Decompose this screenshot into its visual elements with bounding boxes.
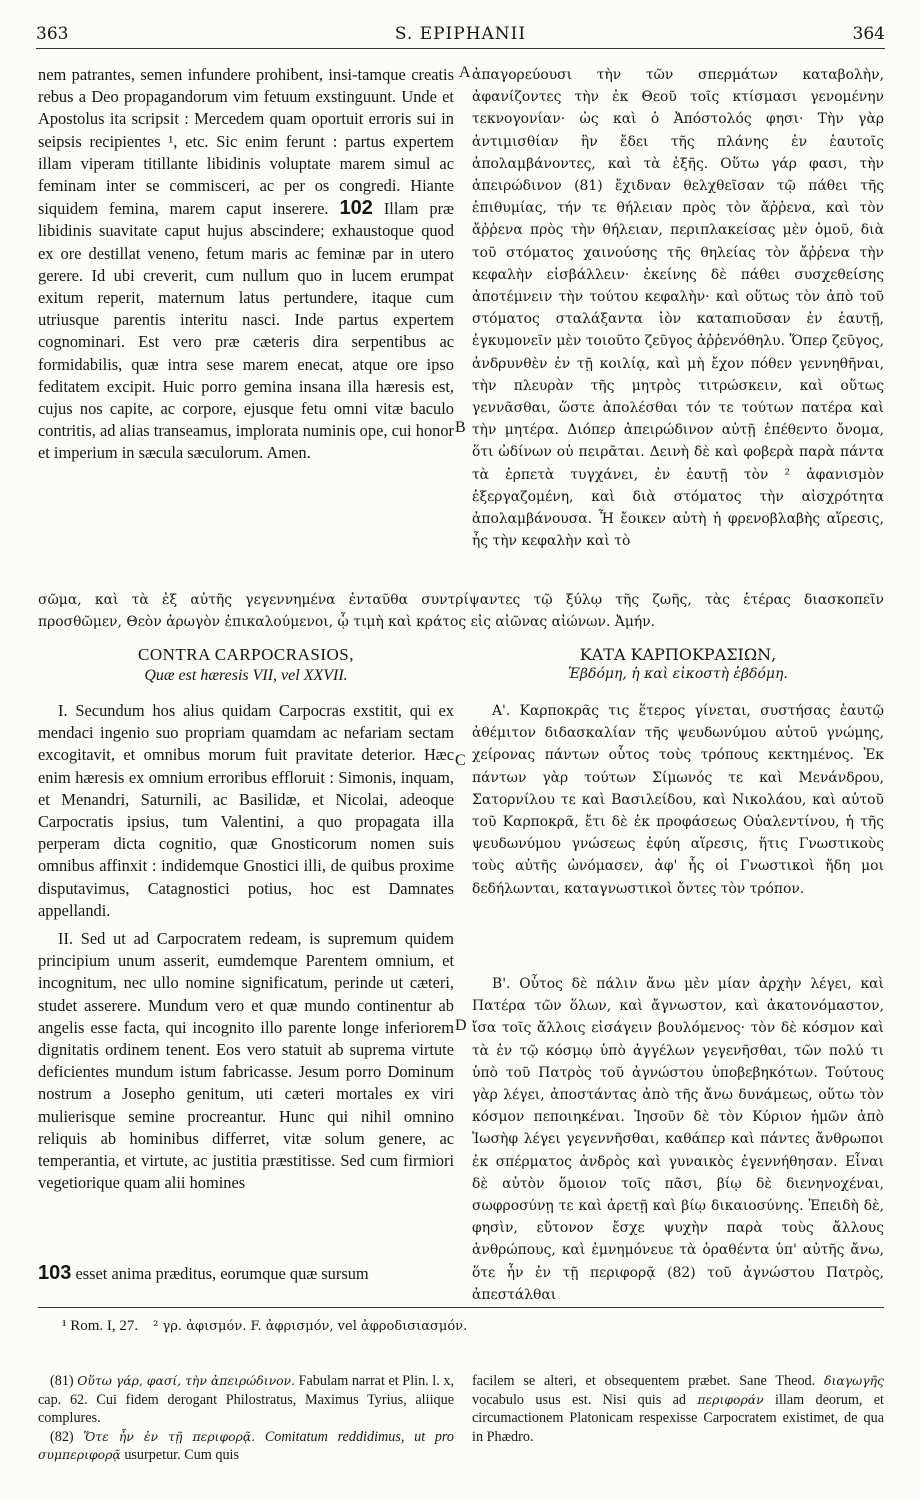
note-number: (82) (50, 1428, 74, 1445)
greek-column-section1 (472, 64, 884, 552)
heading-title: ΚΑΤΑ ΚΑΡΠΟΚΡΑΣΙΩΝ, (579, 645, 777, 664)
note-82-continued (472, 1372, 884, 1446)
latin-paragraph: I. Secundum hos alius quidam Carpocras exstitit, qui ex mendaci ingenio suo propriam quamdam ac nefariam sectam excogitavit, et omnibus morum fuit pravitate deterior. Hæc enim hæresis ex omnium erroribus effloruit : Simonis, inquam, et Menandri, Saturnili, ac Basilidæ, et Nicolai, adeoque Carpocratis ipsius, tum Valentini, a quo propagata illa perperam dicta cognitio, quæ Gnosticorum nomen suis omnibus affinxit : indidemque Gnostici illi, de quibus proxime disputavimus, Catagnostici potius, hoc est Damnates appellandi. (38, 701, 454, 920)
section-heading-greek (472, 645, 884, 682)
latin-text: II. Sed ut ad Carpocratem redeam, is supremum quidem principium unum asserit, eumdemque Parentem omnium, et incognitum, nec ullo nomine significatum, perinde ut cæteri, studet asserere. Mundum vero et quæ mundo continentur ab angelis esse facta, qui incognito illo parente longe inferiorem dignitatis ordinem tenent. Eos vero statuit ab suprema virtute deficientes mundum istum fabricasse. Jesum porro Dominum nostrum a Josepho genitum, uti cæteri mortales ex viri mulierisque semine procreantur. Hunc qui nihil omnino reliquis ab hominibus differret, vitæ solum genere, ac temperantia, et virtute, ac justitia præstitisse. Sed cum firmiori vegetiorique quam alii homines (38, 929, 454, 1193)
latin-paragraph (38, 64, 454, 465)
latin-paragraph (38, 928, 454, 1194)
heading-title: CONTRA CARPOCRASIOS, (138, 645, 354, 664)
footnote-ref: ² γρ. ἀφισμόν. F. ἀφρισμόν, vel ἀφροδισιασμόν. (153, 1319, 468, 1334)
greek-paragraph: ἀπαγορεύουσι τὴν τῶν σπερμάτων καταβολὴν, ἀφανίζοντες τὴν ἐκ Θεοῦ τοῖς κτίσμασι γενομένην τεκνογονίαν· ὡς καὶ ὁ Ἀπόστολός φησι· Τὴν γὰρ ἀντιμισθίαν ἣν ἔδει τῆς πλάνης ἐν ἑαυτοῖς ἀπολαμβάνοντες, καὶ τὰ ἑξῆς. Οὕτω γάρ φασι, τὴν ἀπειρώδινον (81) ἔχιδναν θελχθεῖσαν τῷ πάθει τῆς ἐπιθυμίας, τήν τε θήλειαν πρὸς τὸν ἄῤῥενα, καὶ τὸν ἄῤῥενα πρὸς τὴν θήλειαν, περιπλακείσας μὲν ὁμοῦ, διὰ τοῦ στόματος χαινούσης τῆς θηλείας τὸν ἄῤῥενα τὴν κεφαλὴν εἰσβάλλειν· ἐκείνης δὲ πάθει συσχεθείσης ἀποτέμνειν τὴν τούτου κεφαλὴν· καὶ οὕτως τὸν ἀπὸ τοῦ στόματος σταλάξαντα ἰὸν καταπιοῦσαν ἐν ἑαυτῇ, ἐγκυμονεῖν μὲν τοιοῦτο ζεῦγος ἀῤῥενόθηλυ. Ὅπερ ζεῦγος, ἀνδρυνθὲν ἐν τῇ κοιλίᾳ, καὶ μὴ ἔχον πόθεν γεννηθῆναι, τὴν πλευρὰν τῆς μητρὸς τιτρώσκειν, καὶ οὕτως γεννᾶσθαι, ὥστε ἀπολέσθαι τόν τε τούτων πατέρα καὶ τὴν μητέρα. Διόπερ ἀπειρώδινον αὐτῇ ἐπέθεντο ὄνομα, ὅτι ὠδίνων οὐ πειρᾶται. Δεινὴ δὲ καὶ φοβερὰ παρὰ πάντα τὰ ἑρπετὰ τυγχάνει, ἐν ἑαυτῇ τὸν ² ἀφανισμὸν ἐξεργαζομένη, καὶ διὰ στόματος τὴν αἰσχρότητα ἀπολαμβάνουσα. Ἦ ἔοικεν αὐτὴ ἡ φρενοβλαβὴς αἵρεσις, ἧς τὴν κεφαλὴν καὶ τὸ (472, 67, 884, 550)
note-text: illam deorum, et circumactionem Platonicam respexisse Carpocratem existimet, de qua in Phædro. (472, 1391, 884, 1445)
note-lemma: Ὅτε ἦν ἐν τῇ περιφορᾷ. (83, 1428, 256, 1444)
greek-paragraph: Β'. Οὗτος δὲ πάλιν ἄνω μὲν μίαν ἀρχὴν λέγει, καὶ Πατέρα τῶν ὅλων, καὶ ἄγνωστον, καὶ ἀκατονόμαστον, ἴσα τοῖς ἄλλοις εἰσάγειν βουλόμενος· τὸν δὲ κόσμον καὶ τὰ ἐν τῷ κόσμῳ ὑπὸ ἀγγέλων γεγενῆσθαι, τῶν πολύ τι ὑπὸ τοῦ Πατρὸς τοῦ ἀγνώστου ὑποβεβηκότων. Τούτους γὰρ λέγει, ἀποστάντας ἀπὸ τῆς ἄνω δυνάμεως, οὕτω τὸν κόσμον πεποιηκέναι. Ἰησοῦν δὲ τὸν Κύριον ἡμῶν ἀπὸ Ἰωσὴφ λέγει γεγεννῆσθαι, καθάπερ καὶ πάντες ἄνθρωποι ἐκ σπέρματος ἀνδρὸς καὶ γυναικὸς ἐγεννήθησαν. Εἶναι δὲ αὐτὸν ὅμοιον τοῖς πᾶσι, βίῳ δὲ διενηνοχέναι, σωφροσύνῃ τε καὶ ἀρετῇ καὶ βίῳ δικαιοσύνης. Ἐπειδὴ δὲ, φησὶν, εὔτονον ἔσχε ψυχὴν παρὰ τοὺς ἄλλους ἀνθρώπους, καὶ ἐμνημόνευε τὰ ὁραθέντα ὑπ' αὐτῆς ἄνω, ὅτε ἦν ἐν τῇ περιφορᾷ (82) τοῦ ἀγνώστου Πατρὸς, ἀπεστάλθαι (472, 976, 884, 1303)
section-marker-a: A (459, 64, 471, 81)
marginal-number-103: 103 (38, 1262, 72, 1284)
section-marker-d: D (455, 1017, 467, 1034)
greek-paragraph: Α'. Καρποκρᾶς τις ἕτερος γίνεται, συστήσας ἑαυτῷ ἀθέμιτον διδασκαλίαν τῆς ψευδωνύμου αὐτοῦ γνώμης, χείρονας πάντων οὗτος τοὺς τρόπους κεκτημένος. Ἐκ πάντων γὰρ τούτων Σίμωνός τε καὶ Μενάνδρου, Σατορνίλου τε καὶ Βασιλείδου, καὶ Νικολάου, καὶ αὐτοῦ τοῦ Καρποκρᾶ, ἔτι δὲ ἐκ προφάσεως Οὐαλεντίνου, ἡ τῆς ψευδωνύμου γνώσεως ἐφύη αἵρεσις, ἥτις Γνωστικοὺς τοὺς αὐτῆς ὠνόμασεν, ἀφ' ἧς οἱ Γνωστικοὶ ἤδη μοι δεδήλωνται, καταγνωστικοὶ ὄντες τὸν τρόπον. (472, 703, 884, 897)
greek-fullwidth-line: προσθῶμεν, Θεὸν ἀρωγὸν ἐπικαλούμενοι, ᾧ τιμὴ καὶ κράτος εἰς αἰῶνας αἰώνων. Ἀμήν. (38, 614, 656, 630)
marginal-number-102: 102 (339, 197, 373, 220)
greek-column-section2 (472, 700, 884, 900)
latin-column-section2 (38, 700, 454, 1194)
notes-right (472, 1372, 884, 1446)
note-lemma: Οὕτω γάρ, φασί, τὴν ἀπειρώδινον. (77, 1373, 296, 1388)
footnote-line (62, 1318, 467, 1335)
section-marker-c: C (455, 752, 466, 769)
page-number-left: 363 (36, 24, 69, 44)
note-text: Comitatum reddidimus, ut pro (264, 1428, 455, 1445)
note-text: facilem se alteri, et obsequentem præbet. Sane Theod. (472, 1373, 816, 1389)
greek-column-section2b (472, 973, 884, 1306)
page-number-right: 364 (852, 24, 885, 44)
latin-last-line (38, 1262, 454, 1285)
note-greek-word: συμπεριφορᾷ (38, 1447, 121, 1463)
greek-fullwidth-line: σῶμα, καὶ τὰ ἐξ αὐτῆς γεγεννημένα ἐνταῦθα συντρίψαντες τῷ ξύλῳ τῆς ζωῆς, τὰς ἑτέρας διασκοπεῖν (38, 592, 884, 608)
footnote-ref: ¹ Rom. I, 27. (62, 1318, 139, 1334)
latin-column-section1 (38, 64, 454, 465)
note-text: usurpetur. Cum quis (124, 1447, 239, 1464)
note-greek-word: περιφοράν (697, 1391, 764, 1407)
heading-subtitle: Ἑβδόμη, ἡ καὶ εἰκοστὴ ἑβδόμη. (568, 666, 788, 682)
latin-text: esset anima præditus, eorumque quæ sursum (75, 1264, 369, 1283)
section-marker-b: B (455, 419, 466, 436)
latin-text: nem patrantes, semen infundere prohibent, insi-tamque creatis rebus a Deo propagandorum vim fetuum exstinguunt. Unde et Apostolus ita scripsit : Mercedem quam oportuit erroris sui in seipsis recipientes ¹, etc. Sic enim ferunt : partus expertem illam viperam titillante libidinis voluptate marem simul ac feminam inter se commisceri, ac per os congredi. Hiante siquidem femina, marem caput inserere. (38, 65, 454, 219)
note-text: vocabulo usus est. Nisi quis ad (472, 1391, 687, 1408)
page-header (36, 18, 885, 48)
latin-text: Illam præ libidinis suavitate caput hujus abscindere; exhaustoque quod ex ore destillat veneno, fetum maris ac feminæ par in utero gerere. Id ubi creverit, cum nullum quo in lucem erumpat exitum reperit, maternum latus pertundere, itaque cum utriusque parentis interitu nasci. Inde partus expertem cognominari. Est vero præ cæteris dira serpentibus ac formidabilis, quæ intra sese marem enecat, atque ore ipso feditatem excipit. Huic porro gemina insana illa hæresis est, cujus nos capite, ac corpore, ejusque fetu omni vitæ baculo contritis, ad alias transeamus, implorata numinis ope, cui honor et imperium in sæcula sæculorum. Amen. (38, 199, 454, 463)
note-82 (38, 1428, 454, 1465)
section-heading-latin (38, 645, 454, 685)
running-title: S. EPIPHANII (394, 24, 527, 44)
footnote-rule (38, 1307, 884, 1308)
note-greek-word: διαγωγῆς (824, 1373, 884, 1388)
notes-left (38, 1372, 454, 1465)
header-rule (36, 48, 885, 49)
note-number: (81) (50, 1373, 74, 1389)
note-81 (38, 1372, 454, 1428)
heading-subtitle: Quæ est hæresis VII, vel XXVII. (144, 667, 348, 684)
note-text: Fabulam narrat et Plin. l. x, cap. 62. Cui fidem derogant Philostratus, Maximus Tyrius, aliique complures. (38, 1373, 454, 1427)
